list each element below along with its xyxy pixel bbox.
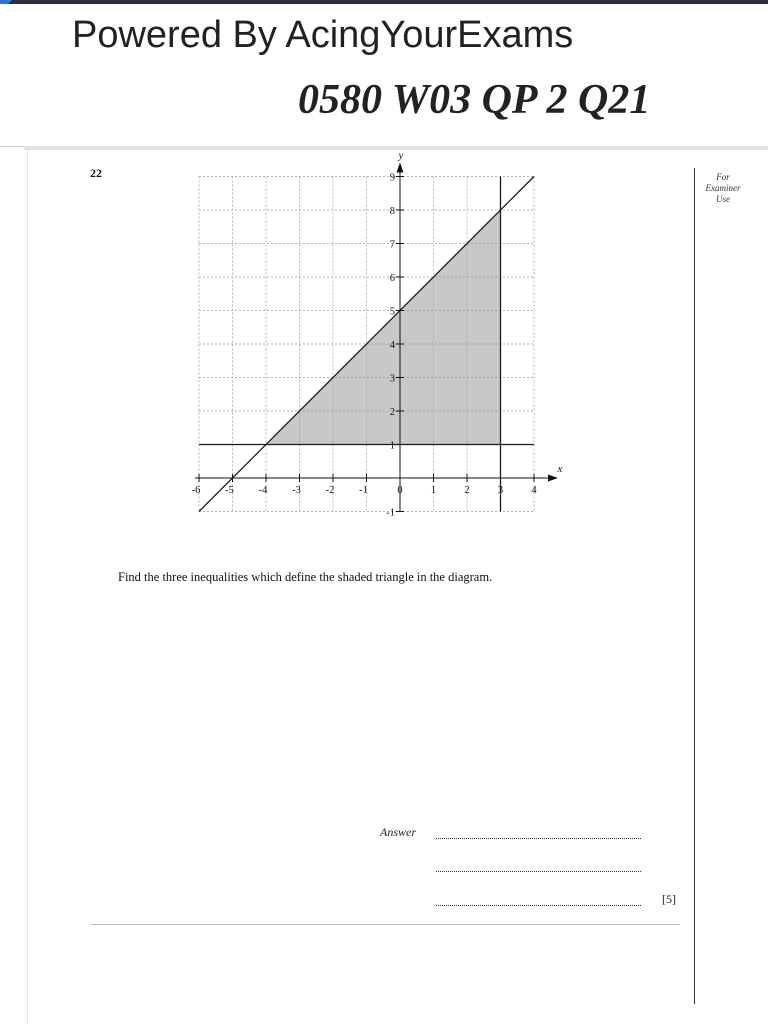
y-tick-label: 4 <box>389 340 395 351</box>
y-tick-label: -1 <box>386 507 395 519</box>
question-text: Find the three inequalities which define the shaded triangle in the diagram. <box>118 570 493 584</box>
y-tick-label: 3 <box>389 373 395 385</box>
x-tick-label: -4 <box>258 485 268 496</box>
x-tick-label: -2 <box>325 485 335 496</box>
banner <box>0 4 768 147</box>
x-axis-arrow <box>548 475 558 482</box>
powered-by-text: Powered By AcingYourExams <box>72 14 574 56</box>
examiner-margin-line <box>694 168 695 1004</box>
x-tick-label: -3 <box>292 485 301 496</box>
y-tick-label: 7 <box>389 239 395 251</box>
x-tick-label: -1 <box>359 485 368 496</box>
y-tick-label: 2 <box>389 407 395 418</box>
y-tick-label: 9 <box>389 172 395 184</box>
y-axis-arrow <box>397 163 404 173</box>
x-axis-label: x <box>557 463 563 475</box>
bottom-rule <box>90 924 680 925</box>
y-tick-label: 6 <box>389 273 395 284</box>
answer-line-2[interactable] <box>436 871 641 872</box>
examiner-line-2: Examiner <box>705 183 741 193</box>
answer-line-3[interactable] <box>436 905 641 906</box>
y-tick-label: 5 <box>389 306 395 318</box>
y-tick-label: 1 <box>389 440 395 452</box>
examiner-use-label <box>694 172 752 205</box>
examiner-line-3: Use <box>716 194 730 204</box>
answer-label: Answer <box>380 825 416 839</box>
x-tick-label: 1 <box>430 485 437 496</box>
x-tick-label: 0 <box>397 485 403 496</box>
x-tick-label: 3 <box>497 485 504 496</box>
x-tick-label: -6 <box>191 485 201 496</box>
x-tick-label: 4 <box>531 485 537 496</box>
y-axis-label: y <box>398 149 404 162</box>
question-number: 22 <box>90 166 102 180</box>
examiner-line-1: For <box>716 172 730 182</box>
separator-band <box>24 146 768 150</box>
answer-line-1[interactable] <box>436 838 641 839</box>
page-edge <box>27 150 28 1024</box>
paper-code: 0580 W03 QP 2 Q21 <box>298 77 651 123</box>
y-tick-label: 8 <box>389 206 395 217</box>
x-tick-label: 2 <box>464 485 470 496</box>
inequality-graph <box>190 149 590 553</box>
marks-label: [5] <box>662 892 676 906</box>
x-tick-label: -5 <box>225 485 234 496</box>
